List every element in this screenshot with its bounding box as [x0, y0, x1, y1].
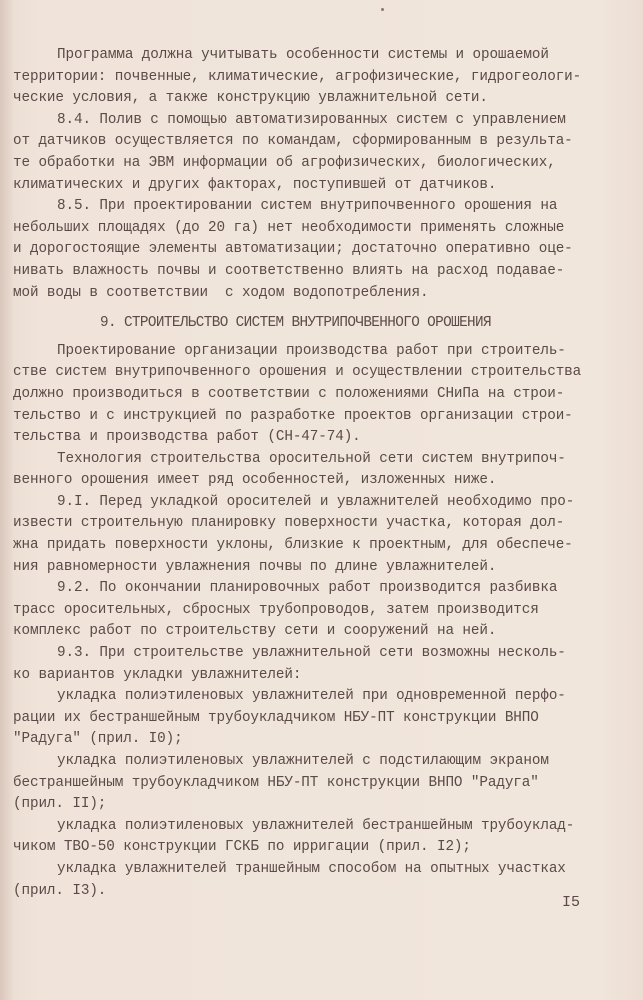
text-line: (прил. II);	[13, 796, 107, 813]
section-9-body	[13, 341, 633, 902]
text-line: тельства и производства работ (СН-47-74).	[13, 429, 361, 446]
section-heading: 9. СТРОИТЕЛЬСТВО СИСТЕМ ВНУТРИПОЧВЕННОГО ОРОШЕНИЯ	[100, 315, 491, 332]
scan-speck	[381, 8, 384, 11]
text-line: рации их бестраншейным трубоукладчиком НБУ-ПТ конструкции ВНПО	[13, 709, 539, 726]
text-line: венного орошения имеет ряд особенностей, изложенных ниже.	[13, 472, 497, 489]
text-line: "Радуга" (прил. I0);	[13, 731, 183, 748]
text-line: и дорогостоящие элементы автоматизации; достаточно оперативно оце-	[13, 241, 573, 258]
text-line: небольших площадях (до 20 га) нет необходимости применять сложные	[13, 219, 565, 236]
text-line: 9.2. По окончании планировочных работ производится разбивка	[57, 580, 558, 597]
text-line: (прил. I3).	[13, 882, 107, 899]
text-line: те обработки на ЭВМ информации об агрофизических, биологических,	[13, 154, 556, 171]
text-line: ко вариантов укладки увлажнителей:	[13, 666, 302, 683]
text-line: трасс оросительных, сбросных трубопроводов, затем производится	[13, 601, 539, 618]
text-line: мой воды в соответствии с ходом водопотребления.	[13, 284, 429, 301]
text-line: 9.3. При строительстве увлажнительной сети возможны несколь-	[57, 645, 566, 662]
page-number: I5	[562, 894, 581, 911]
section-8-continuation	[13, 45, 633, 304]
text-line: должно производиться в соответствии с положениями СНиПа на строи-	[13, 385, 565, 402]
text-line: Программа должна учитывать особенности системы и орошаемой	[57, 47, 549, 63]
text-line: чиком ТВО-50 конструкции ГСКБ по ирригации (прил. I2);	[13, 839, 471, 856]
text-line: укладка увлажнителей траншейным способом на опытных участках	[57, 860, 566, 877]
text-line: тельство и с инструкцией по разработке проектов организации строи-	[13, 407, 573, 424]
text-line: 8.5. При проектировании систем внутрипочвенного орошения на	[57, 198, 558, 215]
text-line: комплекс работ по строительству сети и сооружений на ней.	[13, 623, 497, 640]
text-line: от датчиков осуществляется по командам, сформированным в результа-	[13, 133, 573, 150]
text-line: укладка полиэтиленовых увлажнителей бестраншейным трубоуклад-	[57, 817, 575, 834]
text-line: ния равномерности увлажнения почвы по длине увлажнителей.	[13, 558, 497, 575]
text-line: Проектирование организации производства работ при строитель-	[57, 342, 566, 359]
text-line: бестраншейным трубоукладчиком НБУ-ПТ конструкции ВНПО "Радуга"	[13, 774, 539, 791]
text-line: извести строительную планировку поверхности участка, которая дол-	[13, 515, 565, 532]
text-line: территории: почвенные, климатические, агрофизические, гидрогеологи-	[13, 68, 582, 85]
text-line: жна придать поверхности уклоны, близкие к проектным, для обеспече-	[13, 537, 573, 554]
text-line: стве систем внутрипочвенного орошения и осуществлении строительства	[13, 364, 582, 381]
text-line: 9.I. Перед укладкой оросителей и увлажнителей необходимо про-	[57, 493, 575, 510]
text-line: ческие условия, а также конструкцию увлажнительной сети.	[13, 90, 488, 107]
text-line: укладка полиэтиленовых увлажнителей с подстилающим экраном	[57, 753, 549, 769]
body-text	[13, 45, 633, 902]
text-line: Технология строительства оросительной сети систем внутрипоч-	[57, 450, 566, 467]
text-line: укладка полиэтиленовых увлажнителей при одновременной перфо-	[57, 688, 566, 705]
text-line: нивать влажность почвы и соответственно влиять на расход подавае-	[13, 262, 565, 279]
text-line: климатических и других факторах, поступившей от датчиков.	[13, 176, 497, 193]
text-line: 8.4. Полив с помощью автоматизированных систем с управлением	[57, 111, 566, 128]
